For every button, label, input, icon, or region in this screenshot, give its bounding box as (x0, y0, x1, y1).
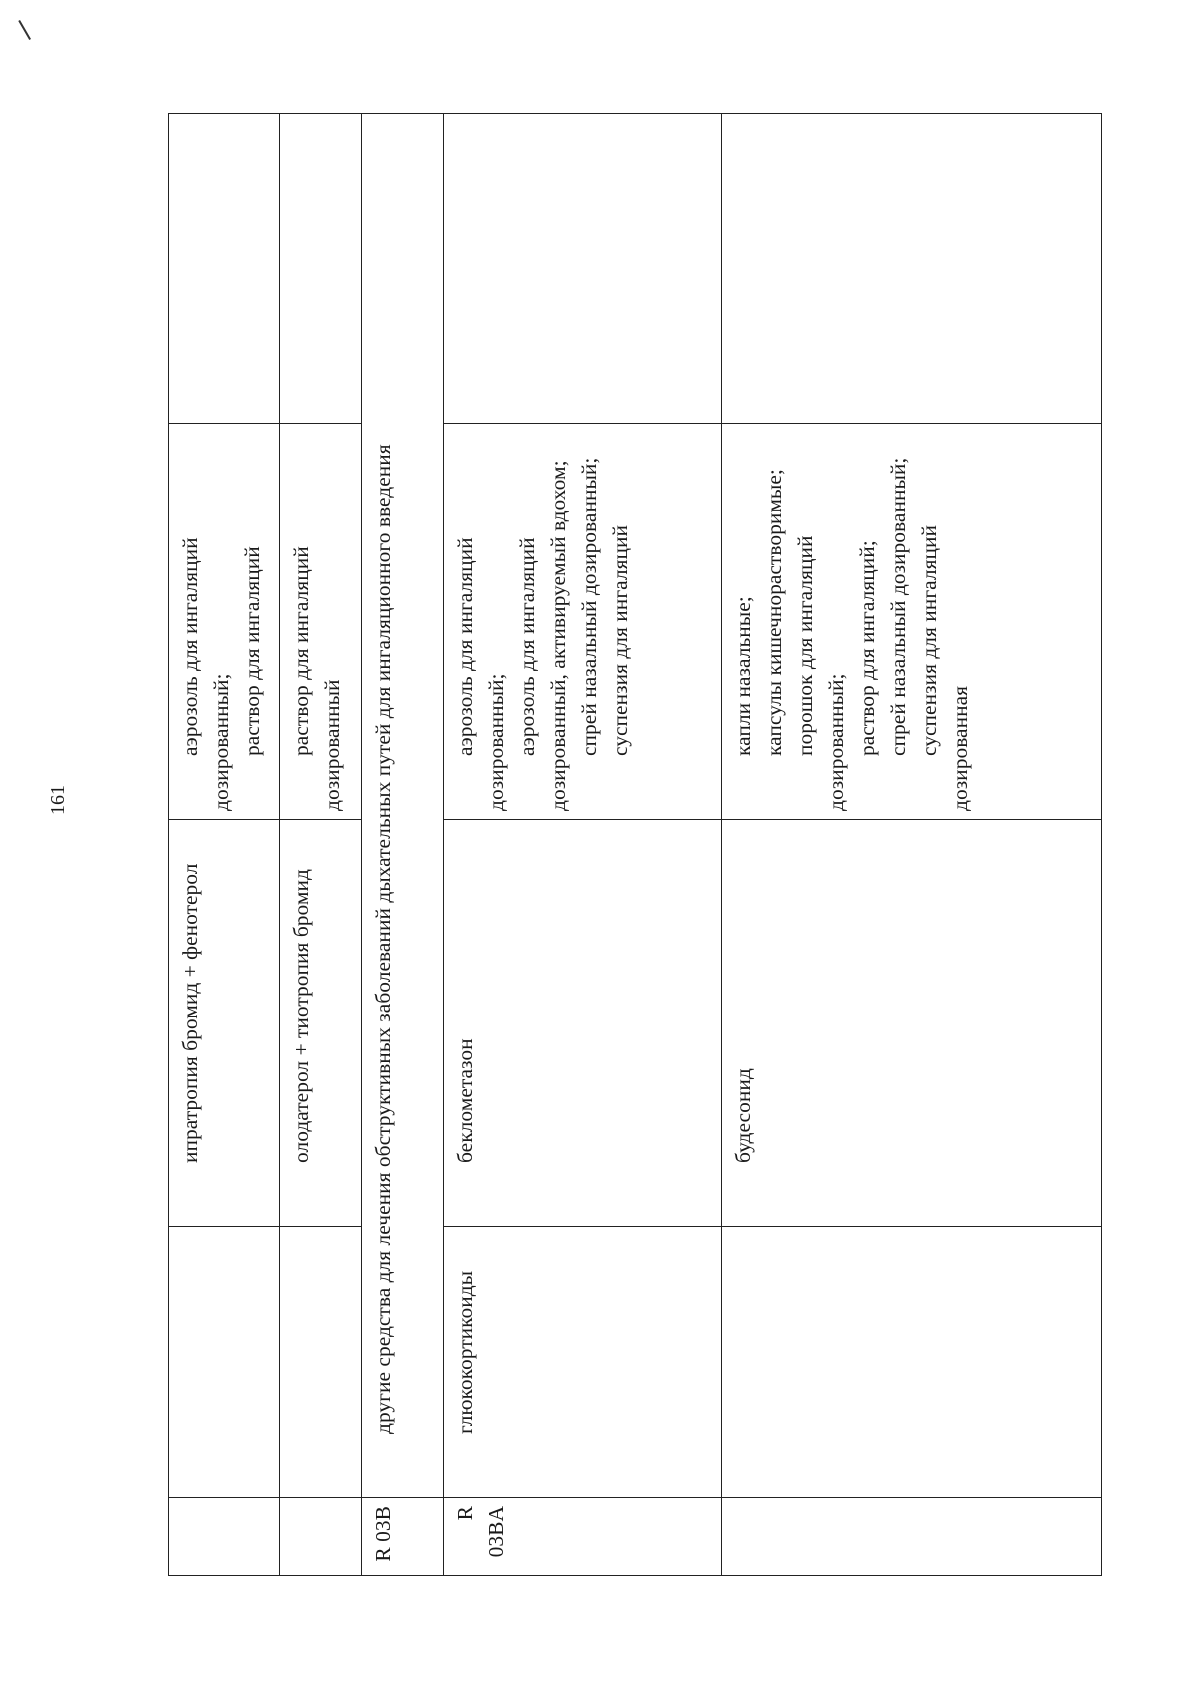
atc-code-cell (722, 1498, 1102, 1576)
drug-name-cell (722, 820, 1102, 1227)
scan-mark (18, 20, 31, 40)
atc-code-cell (169, 1498, 280, 1576)
dosage-form: раствор для ингаляций дозированный (289, 546, 344, 811)
atc-code-cell (280, 1498, 362, 1576)
group-cell (169, 1227, 280, 1498)
dosage-form: раствор для ингаляций; (855, 540, 879, 756)
dosage-forms-cell (169, 424, 280, 820)
dosage-form: аэрозоль для ингаляций дозированный; (178, 537, 233, 811)
dosage-form: аэрозоль для ингаляций дозированный; (453, 537, 508, 811)
drug-name-cell (444, 820, 722, 1227)
extra-cell (722, 114, 1102, 424)
group-cell (444, 1227, 722, 1498)
dosage-form: капли назальные; (731, 596, 755, 756)
dosage-form: спрей назальный дозированный; (886, 457, 910, 756)
group-cell (280, 1227, 362, 1498)
drug-name: олодатерол + тиотропия бромид (289, 869, 313, 1163)
dosage-forms-cell (444, 424, 722, 820)
atc-code-cell (362, 1498, 444, 1576)
dosage-form: суспензия для ингаляций дозированная (917, 525, 972, 811)
extra-cell (444, 114, 722, 424)
section-title-cell (362, 114, 444, 1498)
drug-name-cell (169, 820, 280, 1227)
page-number: 161 (47, 785, 69, 815)
atc-code: R 03BA (453, 1506, 508, 1558)
table-row (280, 114, 362, 1576)
table-row (722, 114, 1102, 1576)
dosage-forms-cell (722, 424, 1102, 820)
drug-name: беклометазон (453, 1038, 477, 1163)
dosage-form: спрей назальный дозированный; (577, 457, 601, 756)
drug-name-cell (280, 820, 362, 1227)
table-row (169, 114, 280, 1576)
extra-cell (280, 114, 362, 424)
dosage-form: капсулы кишечнорастворимые; (762, 469, 786, 756)
rotated-table-container (168, 114, 1101, 1576)
drug-name: будесонид (731, 1068, 755, 1163)
group-name: глюкокортикоиды (453, 1270, 477, 1434)
drug-name: ипратропия бромид + фенотерол (178, 863, 202, 1163)
dosage-form: раствор для ингаляций (240, 546, 264, 756)
section-title: другие средства для лечения обструктивных заболеваний дыхательных путей для ингаляционного введения (371, 444, 395, 1434)
dosage-form: аэрозоль для ингаляций дозированный, активируемый вдохом; (515, 460, 570, 811)
atc-code-cell (444, 1498, 722, 1576)
drug-list-table (168, 113, 1102, 1576)
section-row (362, 114, 444, 1576)
table-row (444, 114, 722, 1576)
dosage-form: суспензия для ингаляций (608, 525, 632, 756)
dosage-form: порошок для ингаляций дозированный; (793, 535, 848, 811)
extra-cell (169, 114, 280, 424)
group-cell (722, 1227, 1102, 1498)
dosage-forms-cell (280, 424, 362, 820)
atc-code: R 03B (371, 1506, 395, 1562)
